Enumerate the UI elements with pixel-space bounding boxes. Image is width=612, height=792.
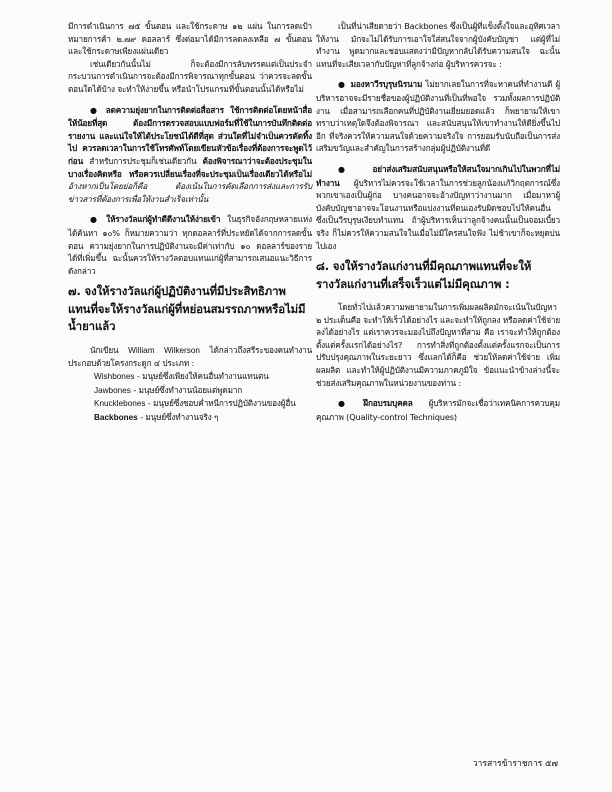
list-item — [94, 370, 312, 384]
communication-summary: อ้างหากเป็นโดยย่อก็คือ ต้องเน้นในการคัดเลือกการส่งและการรับข่าวสารที่ต้องการเพื่อให้งานสำเร็จเท่านั้น — [68, 181, 312, 204]
paragraph-process-steps: มีการดำเนินการ ๗๕ ขั้นตอน และใช้กระดาษ ๑๒ แผ่น ในการลดเป้าหมายการค้า ๒.๗๙ ดอลลาร์ ซึ่งต่อมาได้มีการลดลงเหลือ ๗ ขั้นตอน และใช้กระดาษเพียงแผ่นเดียว — [68, 21, 312, 57]
wilkerson-intro: นักเขียน — [90, 344, 119, 355]
communication-body-plain: สำหรับการประชุมก็เช่นเดียวกัน — [89, 155, 197, 166]
paragraph-routine-review: เช่นเดียวกันนั้นไม่ ก็จะต้องมีการลับพรรคแต่เป็นประจำ กระบวนการดำเนินการจะต้องมีการพิจารณาทุกขั้นตอน ว่าควรจะลดขั้นตอนใดได้บ้าง จะทำให้ง่ายขึ้น หรือนำโปรแกรมที่ขั้นตอนนั้นได้หรือไม่ — [68, 58, 312, 94]
paragraph-wilkerson — [68, 344, 312, 370]
reward-simplifiers-body: ในธุรกิจอังกฤษหลายแห่งได้ค้นหา ๑๐% ก็หมายความว่า ทุกดอลลาร์ที่ประหยัดได้จากการลดขั้นตอน ความยุ่งยากในการปฏิบัติงานจะมีค่าเท่ากับ ๑๐ ดอลลาร์ของรายได้ที่เพิ่มขึ้น ฉะนั้นควรให้รางวัลตอบแทนแก่ผู้ที่สามารถเสนอแนะวิธีการดังกล่าว — [68, 214, 312, 276]
bone-description: - มนุษย์ซึ่งทำงานจริง ๆ — [140, 411, 219, 422]
bone-description: - มนุษย์ซึ่งชอบค่ำหนีการปฏิบัติงานของผู้อื่น — [147, 398, 296, 409]
unsung-heroes-lead: มองหาวีรบุรุษนิรนาม — [350, 79, 423, 90]
bone-term: Jawbones — [94, 385, 131, 395]
list-item — [94, 397, 312, 411]
bone-term: Backbones — [94, 412, 138, 422]
paragraph-reward-simplifiers — [68, 213, 312, 277]
paragraph-communication — [68, 104, 312, 206]
paragraph-backbones: เป็นที่น่าเสียดายว่า Backbones ซึ่งเป็นผู้ที่แข็งตั้งใจและอุทิศเวลาให้งาน มักจะไม่ได้รับการเอาใจใส่สนใจจากผู้บังคับบัญชา แต่ผู้ที่ไม่ทำงาน พูดมากและชอบแสดงว่ามีปัญหากลับได้รับความสนใจ ฉะนั้นแทนที่จะเสียเวลากับปัญหาที่ลูกจ้างก่อ ผู้บริหารควรจะ : — [316, 21, 560, 69]
left-column — [68, 20, 312, 424]
idle-workers-lead: อย่าส่งเสริมสนับสนุนหรือให้สนใจมากเกินไปในพวกที่ไม่ทำงาน — [316, 163, 560, 188]
section-heading-8: ๘. จงให้รางวัลแก่งานที่มีคุณภาพแทนที่จะให้รางวัลแก่งานที่เสร็จเร็วแต่ไม่มีคุณภาพ : — [316, 259, 532, 291]
wilkerson-body: ได้กล่าวถึงสรีระของคนทำงานประกอบด้วยโครงกระดูก ๔ ประเภท : — [68, 344, 313, 369]
bone-types-list — [68, 370, 312, 424]
bullet-icon: ● — [90, 105, 101, 115]
training-lead: ฝึกอบรมบุคคล — [363, 398, 413, 409]
idle-workers-body: ผู้บริหารไม่ควรจะใช้เวลาในการช่วยลูกน้องแก้วิกฤตการณ์ซึ่งพวกเขาเองเป็นผู้ก่อ บางคนอาจจะอ้างปัญหาว่างานมาก เมื่อมาหาผู้บังคับบัญชาอาจจะโอนงานหรือแบ่งงานที่ตนเองรับผิดชอบไปให้คนอื่น ซึ่งเป็นวีรบุรุษเงียบทำแทน ถ้าผู้บริหารเห็นว่าลูกจ้างคนนั้นเป็นจอมเบี้ยวจริง ก็ไม่ควรให้ความสนใจในเมื่อไม่มีใครสนใจฟัง ไม่ช้าเขาก็จะหยุดบ่นไปเอง — [316, 177, 560, 251]
reward-simplifiers-lead: ให้รางวัลแก่ผู้ทำดีดีงานให้ง่ายเข้า — [106, 214, 221, 225]
right-column — [316, 20, 560, 423]
bullet-icon: ● — [338, 399, 359, 409]
bullet-icon: ● — [338, 164, 368, 174]
author-name: William Wilkerson — [128, 345, 200, 355]
paragraph-training — [316, 397, 560, 423]
paragraph-idle-workers — [316, 163, 560, 252]
communication-body-end: ต้องพิจารณาว่าจะต้องประชุมในบางเรื่องคิดหรือ หรือควรเปลี่ยนเรื่องที่จะประชุมเป็นเรื่องเดียวได้หรือไม่ — [68, 155, 313, 179]
bullet-icon: ● — [338, 80, 346, 90]
bone-description: - มนุษย์ซึ่งเพียงให้คนอื่นทำงานแทนตน — [136, 370, 269, 381]
bullet-icon: ● — [90, 215, 102, 225]
communication-lead: ลดความยุ่งยากในการติดต่อสื่อสาร — [105, 104, 224, 115]
paragraph-unsung-heroes — [316, 78, 560, 155]
unsung-heroes-body: ไม่ยากเลยในการที่จะหาคนที่ทำงานดี ผู้บริหารอาจจะมีรายชื่อของผู้ปฏิบัติงานที่เป็นที่พอใจ รวมทั้งผลการปฏิบัติงาน เมื่อสามารถเลือกคนที่ปฏิบัติงานเยี่ยมยอดแล้ว ก็พยายามให้เขาทราบว่าเหตุใดจึงต้องพิจารณา และสนับสนุนให้เขาทำงานให้ดียิ่งขึ้นไปอีก ที่จริงควรให้ความสนใจด้วยความจริงใจ การยอมรับนับถือเป็นการส่งเสริมขวัญและสำคัญในการสร้างกลุ่มผู้ปฏิบัติงานที่ดี — [316, 79, 560, 154]
bone-term: Knucklebones — [94, 399, 146, 409]
training-body: ผู้บริหารมักจะเชื่อว่าเทคนิคการควบคุมคุณภาพ (Quality-control Techniques) — [316, 398, 560, 422]
list-item — [94, 384, 312, 398]
bone-description: - มนุษย์ซึ่งทำงานน้อยแต่พูดมาก — [133, 384, 243, 395]
page-footer: วารสารข้าราชการ ๕๗ — [472, 759, 558, 769]
communication-body-bold: ใช้การติดต่อโดยหน้าสื่อให้น้อยที่สุด ต้องมีการตรวจสอบแบบฟอร์มที่ใช้ในการบันทึกติดต่อรายงาน และแน่ใจให้ได้ประโยชน์ได้ดีที่สุด ส่วนใดที่ไม่จำเป็นควรตัดทิ้งไป ควรลดเวลาในการใช้โทรศัพท์โดยเขียนหัวข้อเรื่องที่ต้องการจะพูดไว้ก่อน — [68, 104, 312, 166]
bone-term: Wishbones — [94, 371, 135, 381]
paragraph-quality: โดยทั่วไปแล้วความพยายามในการเพิ่มผลผลิตมักจะเน้นในปัญหา ๒ ประเด็นคือ จะทำให้เร็วได้อย่างไร และจะทำให้ถูกลง หรือลดค่าใช้จ่ายลงได้อย่างไร แต่เราควรจะมองไปถึงปัญหาที่สาม คือ เราจะทำให้ถูกต้องตั้งแต่ครั้งแรกได้อย่างไร? การทำสิ่งที่ถูกต้องตั้งแต่ครั้งแรกจะเป็นการปรับปรุงคุณภาพในระยะยาว ซึ่งแลกได้ก็คือ ช่วยให้ลดค่าใช้จ่าย เพิ่มผลผลิต และทำให้ผู้ปฏิบัติงานมีความภาคภูมิใจ ข้อแนะนำข้างล่างนี้จะช่วยส่งเสริมคุณภาพในหน่วยงานของท่าน : — [316, 302, 560, 388]
list-item — [94, 411, 312, 425]
section-heading-7: ๗. จงให้รางวัลแก่ผู้ปฏิบัติงานที่มีประสิทธิภาพแทนที่จะให้รางวัลแก่ผู้ที่หย่อนสมรรถภาพหรือไม่มีน้ำยาแล้ว — [68, 284, 306, 334]
